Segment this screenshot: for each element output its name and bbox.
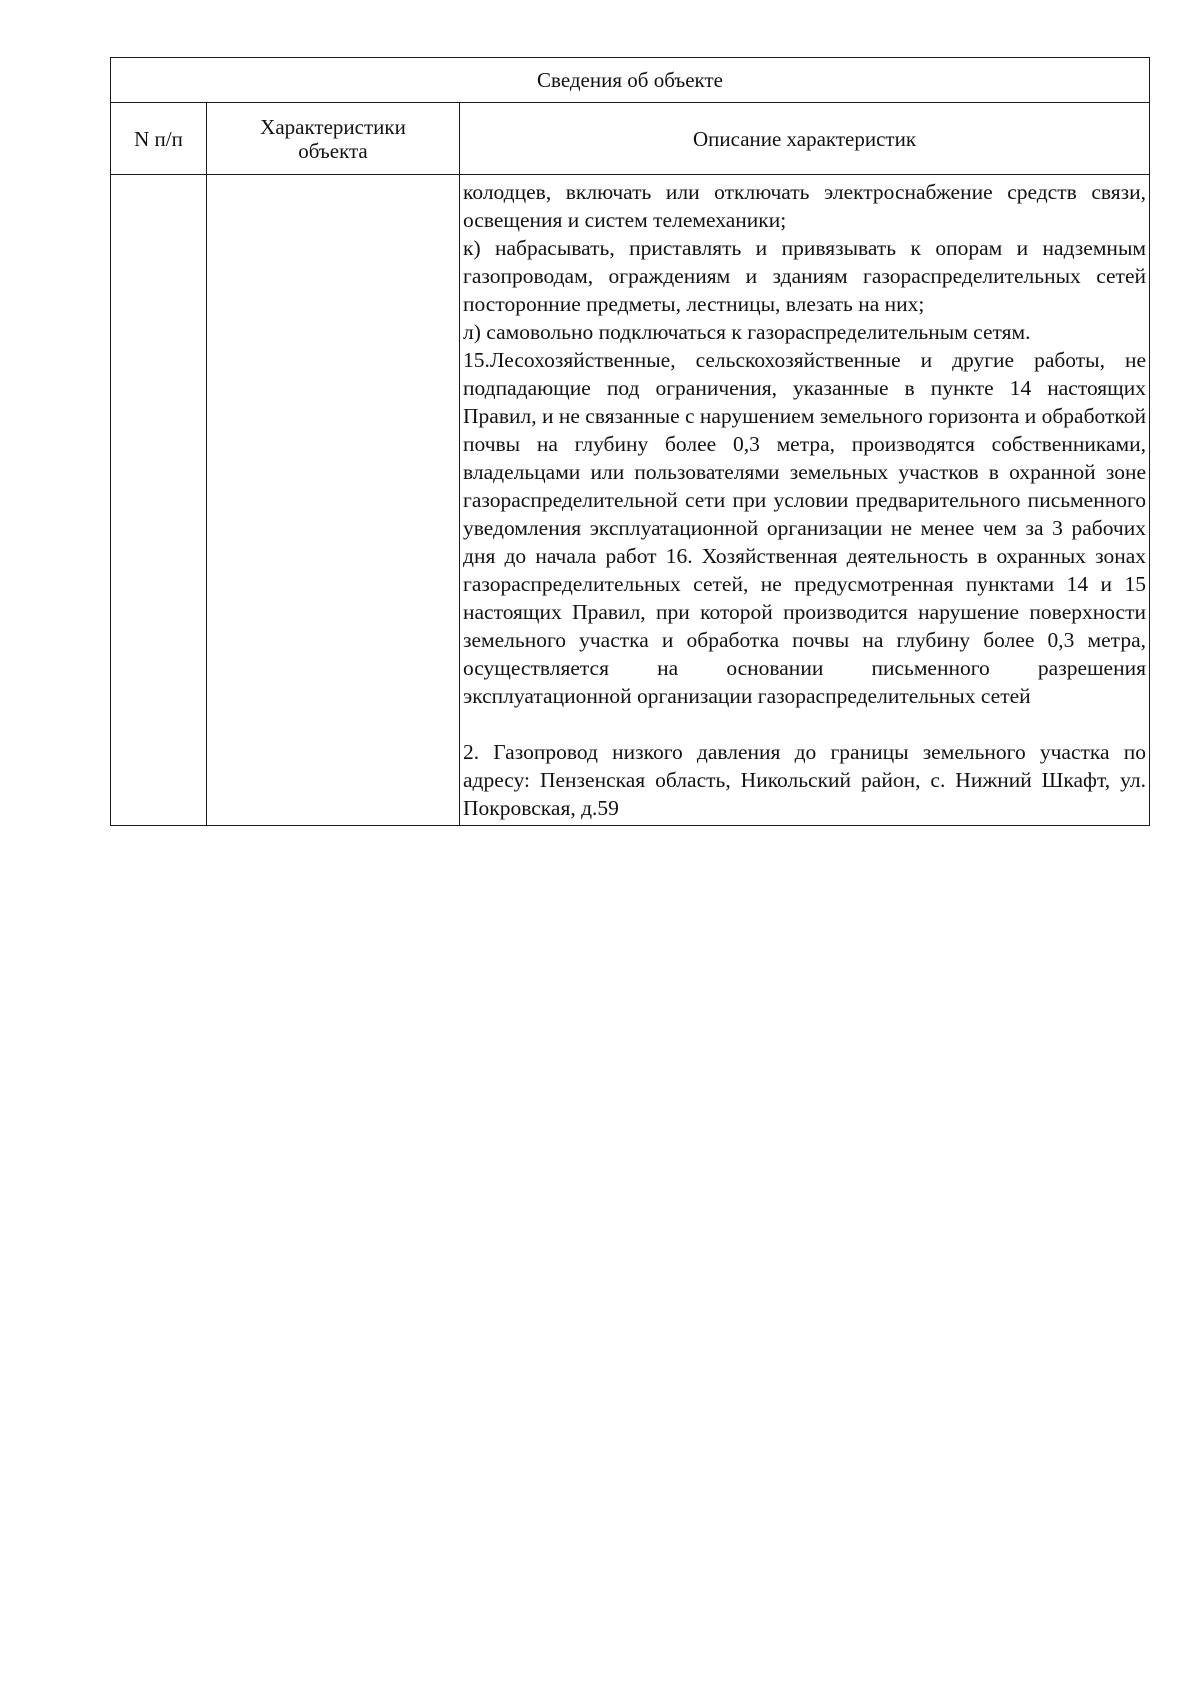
row-number-cell xyxy=(111,175,207,826)
table-title: Сведения об объекте xyxy=(111,58,1150,103)
row-description-cell xyxy=(460,175,1150,826)
table-header-row xyxy=(111,103,1150,175)
table-row xyxy=(111,175,1150,826)
description-paragraph-1: колодцев, включать или отключать электроснабжение средств связи, освещения и систем телемеханики; xyxy=(463,180,1146,232)
table-title-row xyxy=(111,58,1150,103)
description-paragraph-2: к) набрасывать, приставлять и привязывать к опорам и надземным газопроводам, ограждениям и зданиям газораспределительных сетей посторонние предметы, лестницы, влезать на них; xyxy=(463,236,1146,316)
header-characteristics xyxy=(207,103,460,175)
description-paragraph-4: 15.Лесохозяйственные, сельскохозяйственные и другие работы, не подпадающие под ограничения, указанные в пункте 14 настоящих Правил, и не связанные с нарушением земельного горизонта и обработкой почвы на глубину более 0,3 метра, производятся собственниками, владельцами или пользователями земельных участков в охранной зоне газораспределительной сети при условии предварительного письменного уведомления эксплуатационной организации не менее чем за 3 рабочих дня до начала работ 16. Хозяйственная деятельность в охранных зонах газораспределительных сетей, не предусмотренная пунктами 14 и 15 настоящих Правил, при которой производится нарушение поверхности земельного участка и обработка почвы на глубину более 0,3 метра, осуществляется на основании письменного разрешения эксплуатационной организации газораспределительных сетей xyxy=(463,348,1146,708)
description-paragraph-5: 2. Газопровод низкого давления до границы земельного участка по адресу: Пензенская область, Никольский район, с. Нижний Шкафт, ул. Покровская, д.59 xyxy=(463,740,1146,820)
object-info-table xyxy=(110,57,1150,826)
header-characteristics-label: Характеристики объекта xyxy=(260,114,406,163)
paragraph-gap xyxy=(463,710,1146,738)
row-characteristics-cell xyxy=(207,175,460,826)
header-number: N п/п xyxy=(111,103,207,175)
description-paragraph-3: л) самовольно подключаться к газораспределительным сетям. xyxy=(463,320,1031,344)
header-description: Описание характеристик xyxy=(460,103,1150,175)
